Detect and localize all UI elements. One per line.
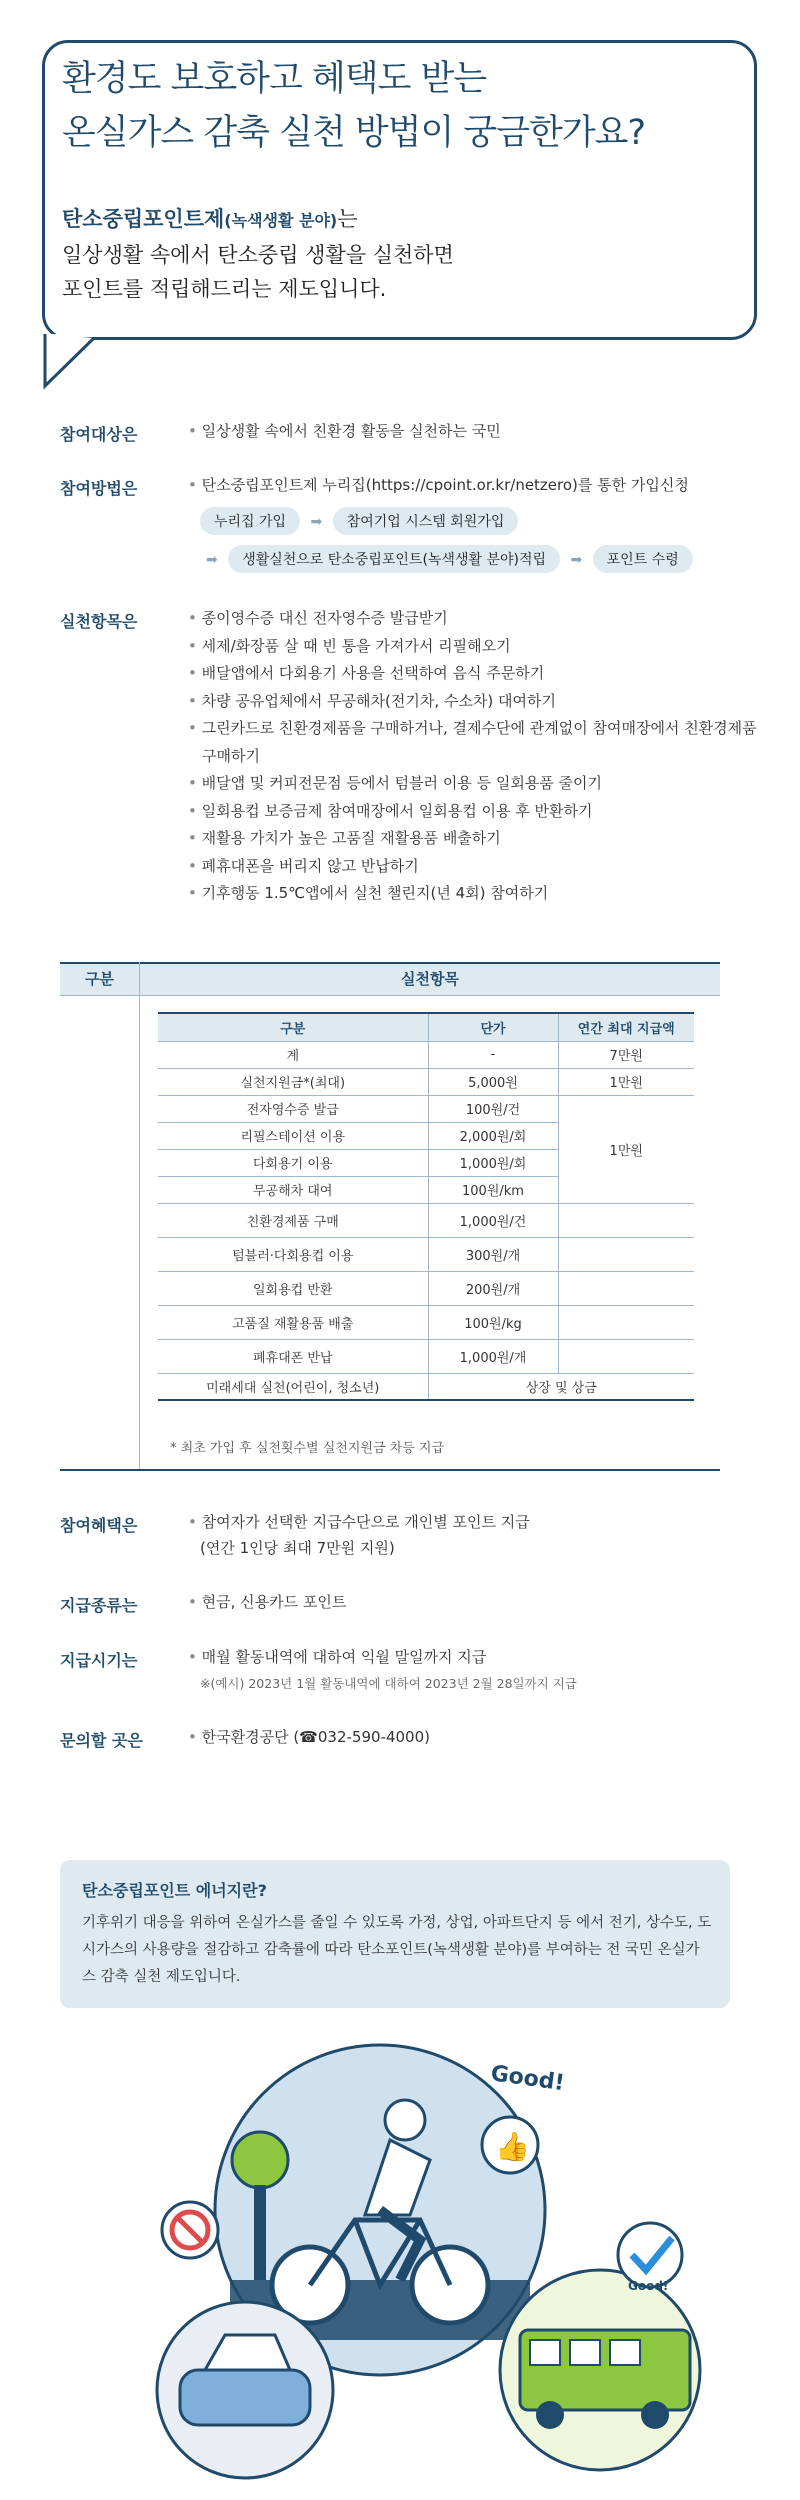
table-head-right: 실천항목	[401, 970, 459, 988]
intro-text: 탄소중립포인트제(녹색생활 분야)는 일상생활 속에서 탄소중립 생활을 실천하면 포인트를 적립해드리는 제도입니다.	[62, 207, 454, 301]
table-cell: 리필스테이션 이용	[158, 1122, 428, 1149]
list-item: • 일회용컵 보증금제 참여매장에서 일회용컵 이용 후 반환하기	[188, 798, 768, 826]
arrow-right-icon: ➡	[570, 552, 583, 568]
table-row	[158, 1237, 694, 1271]
paytime-text: • 매월 활동내역에 대하여 익월 말일까지 지급	[188, 1644, 486, 1671]
step-4: 포인트 수령	[593, 545, 693, 573]
bus-wheel	[536, 2401, 564, 2429]
list-item: • 배달앱에서 다회용기 사용을 선택하여 음식 주문하기	[188, 660, 768, 688]
table-row	[158, 1068, 694, 1095]
table-head-left: 구분	[60, 962, 140, 996]
list-item: • 폐휴대폰을 버리지 않고 반납하기	[188, 853, 768, 881]
table-cell-merged: 1만원	[558, 1095, 694, 1203]
method-label: 참여방법은	[60, 479, 138, 498]
target-text: • 일상생활 속에서 친환경 활동을 실천하는 국민	[188, 418, 748, 445]
table-cell: 다회용기 이용	[158, 1149, 428, 1176]
car-icon	[180, 2370, 310, 2425]
step-2: 참여기업 시스템 회원가입	[333, 507, 519, 535]
list-item: • 그린카드로 친환경제품을 구매하거나, 결제수단에 관계없이 참여매장에서 친환경제품 구매하기	[188, 715, 768, 770]
table-bottom-line	[60, 1469, 720, 1471]
page-headline: 환경도 보호하고 혜택도 받는 온실가스 감축 실천 방법이 궁금한가요?	[62, 59, 646, 153]
bus-wheel	[641, 2401, 669, 2429]
table-cell: 실천지원금*(최대)	[158, 1068, 428, 1095]
table-row	[158, 1305, 694, 1339]
table-cell: 200원/개	[428, 1271, 558, 1305]
table-row	[158, 1271, 694, 1305]
actions-list	[188, 605, 768, 908]
table-row	[158, 1203, 694, 1237]
table-cell: 300원/개	[428, 1237, 558, 1271]
table-cell: 고품질 재활용품 배출	[158, 1305, 428, 1339]
table-row	[158, 1041, 694, 1068]
list-item: • 종이영수증 대신 전자영수증 발급받기	[188, 605, 768, 633]
bus-window	[570, 2340, 600, 2365]
table-cell: 1,000원/건	[428, 1203, 558, 1237]
bubble-tail	[42, 334, 98, 390]
eco-illustration	[150, 2040, 710, 2480]
list-item: • 차량 공유업체에서 무공해차(전기차, 수소차) 대여하기	[188, 688, 768, 716]
table-cell: 폐휴대폰 반납	[158, 1339, 428, 1373]
thumbs-up-icon: 👍	[495, 2130, 530, 2163]
table-cell: -	[428, 1041, 558, 1068]
table-cell: 100원/km	[428, 1176, 558, 1203]
method-text: • 탄소중립포인트제 누리집(https://cpoint.or.kr/netzero)를 통한 가입신청	[188, 472, 748, 499]
good-text-1: Good!	[489, 2061, 567, 2097]
table-note: * 최초 가입 후 실천횟수별 실천지원금 차등 지급	[170, 1441, 445, 1456]
target-label: 참여대상은	[60, 425, 138, 444]
table-cell: 친환경제품 구매	[158, 1203, 428, 1237]
benefit-label: 참여혜택은	[60, 1516, 138, 1535]
tree-icon	[232, 2132, 288, 2188]
paytype-label: 지급종류는	[60, 1596, 138, 1615]
table-cell	[558, 1203, 694, 1237]
table-cell: 일회용컵 반환	[158, 1271, 428, 1305]
table-row	[158, 1095, 694, 1122]
table-cell: 7만원	[558, 1041, 694, 1068]
table-cell: 텀블러·다회용컵 이용	[158, 1237, 428, 1271]
benefit-text: • 참여자가 선택한 지급수단으로 개인별 포인트 지급	[188, 1509, 530, 1536]
actions-label: 실천항목은	[60, 612, 138, 631]
table-cell	[558, 1237, 694, 1271]
bus-window	[610, 2340, 640, 2365]
list-item: • 기후행동 1.5℃앱에서 실천 챌린지(년 4회) 참여하기	[188, 880, 768, 908]
table-cell: 상장 및 상금	[428, 1373, 694, 1400]
table-cell: 100원/건	[428, 1095, 558, 1122]
table-cell: 5,000원	[428, 1068, 558, 1095]
info-box-text: 기후위기 대응을 위하여 온실가스를 줄일 수 있도록 가정, 상업, 아파트단지 등 에서 전기, 상수도, 도시가스의 사용량을 절감하고 감축률에 따라 탄소포인트(녹색생활 분야)를 부여하는 전 국민 온실가스 감축 실천 제도입니다.	[82, 1915, 712, 1985]
table-cell: 2,000원/회	[428, 1122, 558, 1149]
contact-label: 문의할 곳은	[60, 1731, 143, 1750]
table-divider	[139, 996, 140, 1470]
paytype-text: • 현금, 신용카드 포인트	[188, 1589, 346, 1616]
table-cell: 미래세대 실천(어린이, 청소년)	[158, 1373, 428, 1400]
bus-window	[530, 2340, 560, 2365]
col-header-price: 단가	[428, 1013, 558, 1041]
table-row	[158, 1373, 694, 1400]
list-item: • 배달앱 및 커피전문점 등에서 텀블러 이용 등 일회용품 줄이기	[188, 770, 768, 798]
info-box-title: 탄소중립포인트 에너지란?	[82, 1881, 267, 1900]
col-header-max: 연간 최대 지급액	[558, 1013, 694, 1041]
col-header-category: 구분	[158, 1013, 428, 1041]
list-item: • 재활용 가치가 높은 고품질 재활용품 배출하기	[188, 825, 768, 853]
step-1: 누리집 가입	[200, 507, 300, 535]
table-cell: 전자영수증 발급	[158, 1095, 428, 1122]
paytime-label: 지급시기는	[60, 1651, 138, 1670]
table-cell: 1,000원/개	[428, 1339, 558, 1373]
table-cell	[558, 1339, 694, 1373]
table-cell	[558, 1305, 694, 1339]
table-cell: 무공해차 대여	[158, 1176, 428, 1203]
table-cell: 1,000원/회	[428, 1149, 558, 1176]
good-text-2: Good!	[628, 2279, 669, 2293]
reward-table	[158, 1012, 694, 1401]
table-cell	[558, 1271, 694, 1305]
paytime-note: ※(예시) 2023년 1월 활동내역에 대하여 2023년 2월 28일까지 지급	[200, 1676, 577, 1691]
method-steps-row1	[200, 507, 518, 535]
arrow-right-icon: ➡	[310, 514, 323, 530]
arrow-right-icon: ➡	[206, 552, 218, 568]
step-3: 생활실천으로 탄소중립포인트(녹색생활 분야)적립	[228, 545, 560, 573]
table-cell: 계	[158, 1041, 428, 1068]
table-cell: 100원/kg	[428, 1305, 558, 1339]
table-row	[158, 1013, 694, 1041]
contact-text: • 한국환경공단 (☎032-590-4000)	[188, 1724, 430, 1751]
list-item: • 세제/화장품 살 때 빈 통을 가져가서 리필해오기	[188, 633, 768, 661]
tree-trunk	[254, 2185, 266, 2280]
method-steps-row2	[200, 545, 693, 573]
benefit-text-2: (연간 1인당 최대 7만원 지원)	[200, 1539, 395, 1557]
table-cell: 1만원	[558, 1068, 694, 1095]
table-row	[158, 1339, 694, 1373]
check-bubble	[618, 2223, 682, 2287]
